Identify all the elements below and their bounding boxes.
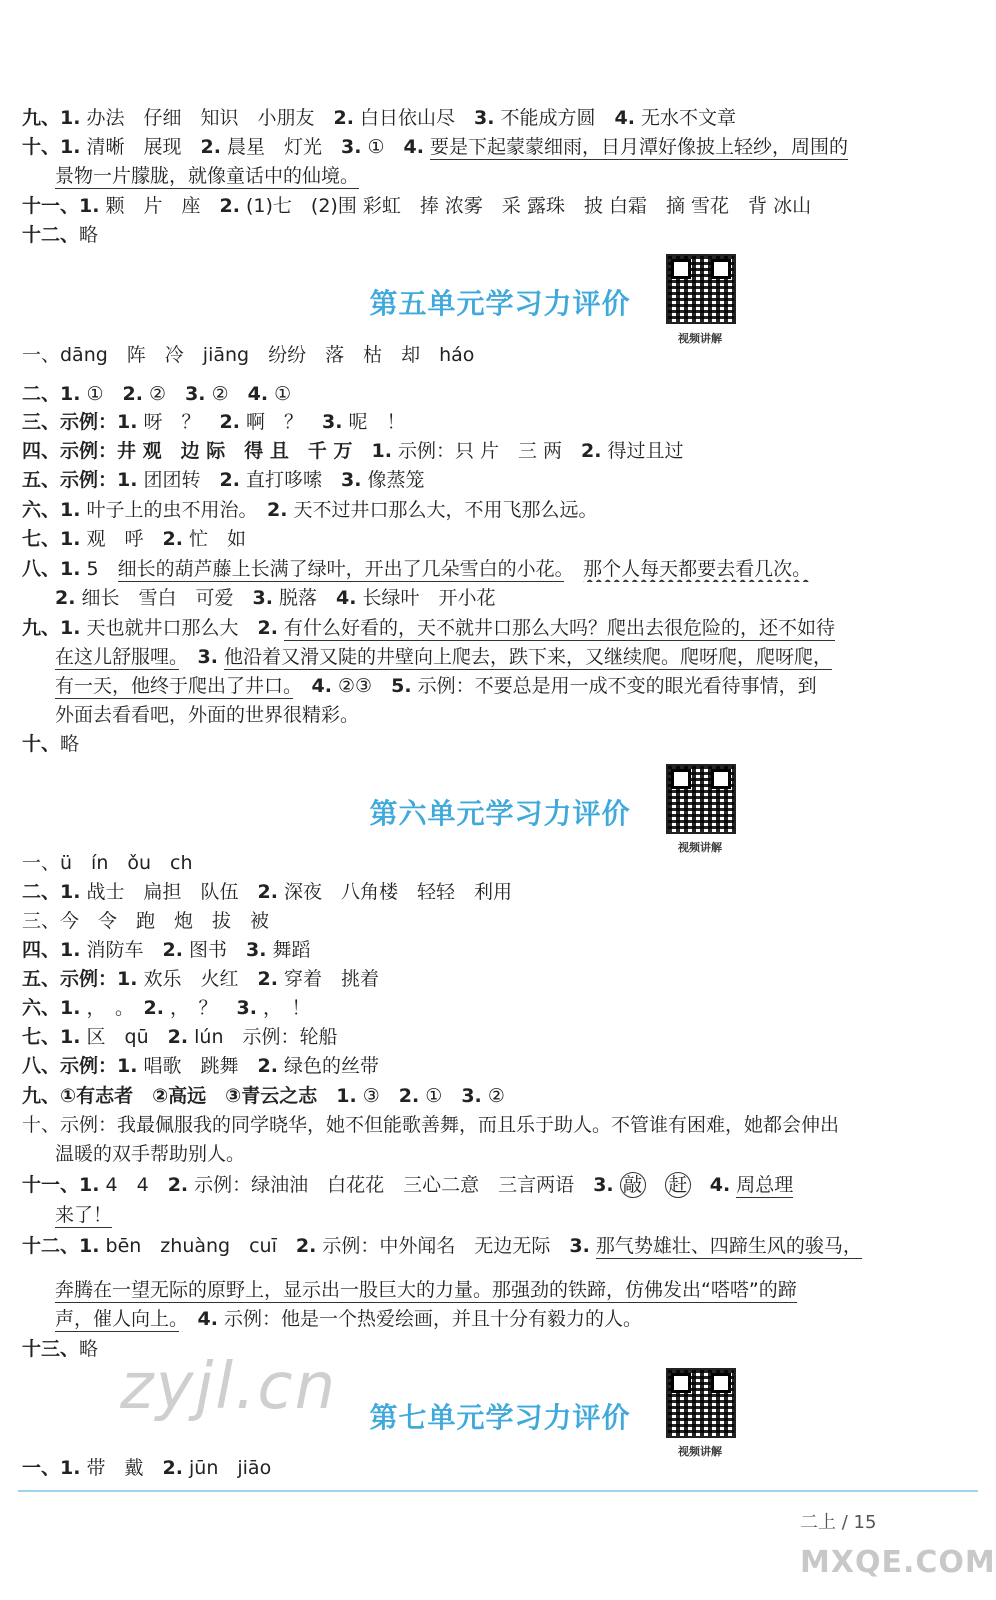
underlined-answer: 他沿着又滑又陡的井壁向上爬去，跌下来，又继续爬。爬呀爬，爬呀爬， — [224, 646, 833, 668]
answer-line-5-5: 五、示例：1. 团团转 2. 直打哆嗦 3. 像蒸笼 — [22, 469, 425, 491]
qr-label: 视频讲解 — [678, 1445, 722, 1458]
answer-line-6-10a: 十、示例：我最佩服我的同学晓华，她不但能歌善舞，而且乐于助人。不管谁有困难，她都会伸出 — [22, 1114, 840, 1136]
underlined-answer: 细长的葫芦藤上长满了绿叶，开出了几朵雪白的小花。 — [117, 558, 565, 580]
answer-line-5-2: 二、1. ① 2. ② 3. ② 4. ① — [22, 383, 292, 405]
answer-line-6-11b — [55, 1202, 975, 1228]
footer-divider — [18, 1490, 978, 1492]
answer-line-6-12b — [55, 1277, 975, 1303]
underlined-answer: 有一天，他终于爬出了井口。 — [55, 675, 293, 697]
watermark-text: zyjl.cn — [120, 1350, 338, 1424]
answer-line-6-2: 二、1. 战士 扁担 队伍 2. 深夜 八角楼 轻轻 利用 — [22, 881, 513, 903]
underlined-answer: 有什么好看的，天不就井口那么大吗？爬出去很危险的，还不如待 — [284, 617, 836, 639]
underlined-answer: 奔腾在一望无际的原野上，显示出一股巨大的力量。那强劲的铁蹄，仿佛发出“嗒嗒”的蹄 — [55, 1279, 797, 1301]
answer-line-5-9c: 有一天，他终于爬出了井口。 4. ②③ 5. 示例：不要总是用一成不变的眼光看待事情，到 — [55, 675, 817, 697]
answer-line-4-9: 九、1. 办法 仔细 知识 小朋友 2. 白日依山尽 3. 不能成方圆 4. 无水不文章 — [22, 107, 737, 129]
answer-line-5-8a: 八、1. 5 细长的葫芦藤上长满了绿叶，开出了几朵雪白的小花。 那个人每天都要去看几次。 — [22, 558, 812, 580]
qr-code-icon[interactable] — [666, 254, 736, 324]
answer-line-4-11: 十一、1. 颗 片 座 2. (1)七 (2)围 彩虹 捧 浓雾 采 露珠 披 白霜 摘 雪花 背 冰山 — [22, 195, 812, 217]
answer-line-6-9: 九、①有志者 ②高远 ③青云之志 1. ③ 2. ① 3. ② — [22, 1085, 505, 1107]
answer-line-5-4: 四、示例：井 观 边 际 得 且 千 万 1. 示例：只 片 三 两 2. 得过且过 — [22, 440, 684, 462]
answer-line-6-12a: 十二、1. bēn zhuàng cuī 2. 示例：中外闻名 无边无际 3. 那气势雄壮、四蹄生风的骏马， — [22, 1235, 862, 1257]
page-number: 二上 / 15 — [800, 1512, 877, 1533]
answer-line-6-10b: 温暖的双手帮助别人。 — [55, 1143, 246, 1165]
underlined-answer: 周总理 — [736, 1174, 794, 1196]
answer-line-5-3: 三、示例：1. 呀 ？ 2. 啊 ？ 3. 呢 ！ — [22, 411, 406, 433]
answer-line-5-8b: 2. 细长 雪白 可爱 3. 脱落 4. 长绿叶 开小花 — [55, 587, 496, 609]
qr-code-icon[interactable] — [666, 764, 736, 834]
underlined-answer: 景物一片朦胧，就像童话中的仙境。 — [55, 165, 360, 187]
answer-line-5-10: 十、略 — [22, 733, 80, 755]
qr-code-icon[interactable] — [666, 1368, 736, 1438]
watermark-text: MXQE.COM — [800, 1545, 996, 1580]
underlined-answer: 要是下起蒙蒙细雨，日月潭好像披上轻纱，周围的 — [430, 136, 849, 158]
q-number: 九、 — [22, 107, 61, 129]
underlined-answer: 在这儿舒服哩。 — [55, 646, 179, 668]
qr-label: 视频讲解 — [678, 332, 722, 345]
section-title-unit5: 第五单元学习力评价 — [369, 287, 631, 320]
answer-line-6-12c: 声，催人向上。 4. 示例：他是一个热爱绘画，并且十分有毅力的人。 — [55, 1308, 643, 1330]
section-title-unit7: 第七单元学习力评价 — [369, 1401, 631, 1434]
answer-line-6-4: 四、1. 消防车 2. 图书 3. 舞蹈 — [22, 939, 311, 961]
answer-line-6-6: 六、1. ， 。 2. ， ？ 3. ， ！ — [22, 997, 311, 1019]
underlined-answer: 来了！ — [55, 1204, 113, 1226]
answer-line-6-7: 七、1. 区 qū 2. lún 示例：轮船 — [22, 1026, 338, 1048]
answer-line-5-6: 六、1. 叶子上的虫不用治。 2. 天不过井口那么大，不用飞那么远。 — [22, 499, 598, 521]
answer-line-6-8: 八、示例：1. 唱歌 跳舞 2. 绿色的丝带 — [22, 1055, 380, 1077]
circled-char: 敲 — [620, 1172, 646, 1198]
answer-line-6-5: 五、示例：1. 欢乐 火红 2. 穿着 挑着 — [22, 968, 380, 990]
underlined-answer: 声，催人向上。 — [55, 1308, 179, 1330]
answer-line-7-1: 一、1. 带 戴 2. jūn jiāo — [22, 1457, 272, 1479]
answer-line-4-10b — [55, 163, 975, 189]
answer-line-5-1: 一、dāng 阵 冷 jiāng 纷纷 落 枯 却 háo — [22, 344, 475, 366]
answer-line-5-7: 七、1. 观 呼 2. 忙 如 — [22, 528, 247, 550]
answer-line-4-10a: 十、1. 清晰 展现 2. 晨星 灯光 3. ① 4. 要是下起蒙蒙细雨，日月潭好像披上轻纱，周围的 — [22, 136, 849, 158]
answer-line-5-9a: 九、1. 天也就井口那么大 2. 有什么好看的，天不就井口那么大吗？爬出去很危险的，还不如待 — [22, 617, 836, 639]
answer-line-5-9b: 在这儿舒服哩。 3. 他沿着又滑又陡的井壁向上爬去，跌下来，又继续爬。爬呀爬，爬呀爬， — [55, 646, 833, 668]
answer-line-4-12: 十二、略 — [22, 224, 99, 246]
section-title-unit6: 第六单元学习力评价 — [369, 797, 631, 830]
qr-label: 视频讲解 — [678, 841, 722, 854]
answer-line-6-1: 一、ü ín ǒu ch — [22, 852, 193, 874]
wavy-underlined-answer: 那个人每天都要去看几次。 — [583, 558, 812, 580]
underlined-answer: 那气势雄壮、四蹄生风的骏马， — [595, 1235, 862, 1257]
answer-line-6-3: 三、今 令 跑 炮 拔 被 — [22, 910, 270, 932]
answer-line-6-13: 十三、略 — [22, 1338, 99, 1360]
answer-line-5-9d: 外面去看看吧，外面的世界很精彩。 — [55, 704, 360, 726]
answer-line-6-11a: 十一、1. 4 4 2. 示例：绿油油 白花花 三心二意 三言两语 3. 敲 赶 4. 周总理 — [22, 1174, 794, 1196]
circled-char: 赶 — [665, 1172, 691, 1198]
